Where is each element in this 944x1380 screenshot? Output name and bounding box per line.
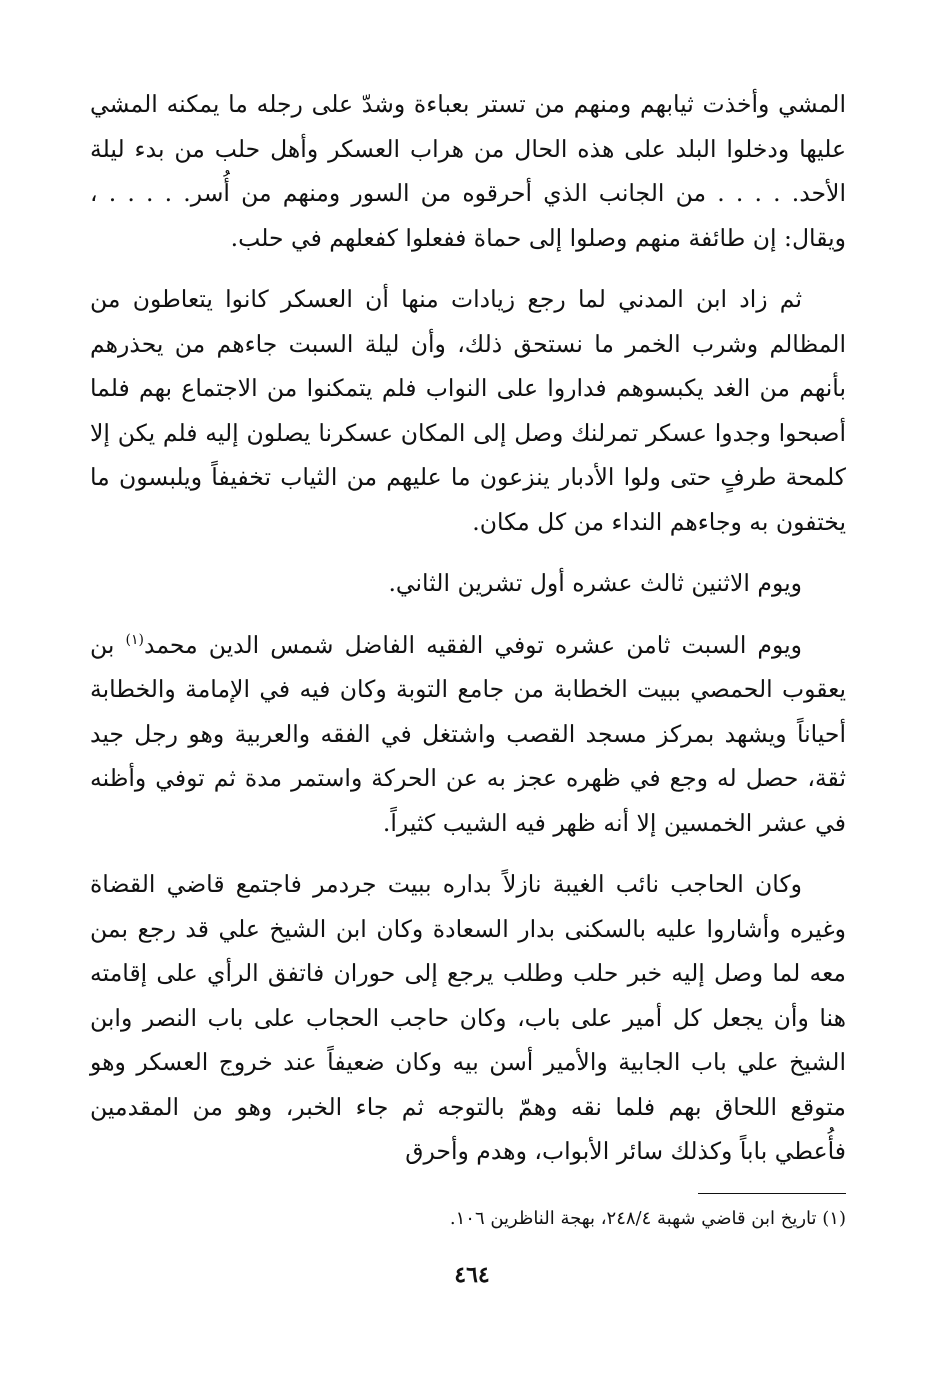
paragraph-4-text-after: بن يعقوب الحمصي ببيت الخطابة من جامع التوبة وكان فيه في الإمامة والخطابة أحياناً ويشهد بمركز مسجد القصب واشتغل في الفقه والعربية وهو رجل جيد ثقة، حصل له وجع في ظهره عجز به عن الحركة واستمر مدة ثم توفي وأظنه في عشر الخمسين إلا أنه ظهر فيه الشيب كثيراً. [90,630,846,837]
page-number: ٤٦٤ [454,1262,490,1288]
footnote: (١) تاريخ ابن قاضي شهبة ٢٤٨/٤، بهجة الناظرين ١٠٦. [449,1208,846,1229]
paragraph-1: المشي وأخذت ثيابهم ومنهم من تستر بعباءة وشدّ على رجله ما يمكنه المشي عليها ودخلوا البلد على هذه الحال من هراب العسكر وأهل حلب من بدء ليلة الأحد. . . . . من الجانب الذي أحرقوه من السور ومنهم من أُسر. . . . . ، ويقال: إن طائفة منهم وصلوا إلى حماة ففعلوا كفعلهم في حلب. [90,90,846,252]
footnote-divider [698,1193,846,1194]
paragraph-3: ويوم الاثنين ثالث عشره أول تشرين الثاني. [388,569,802,597]
footnote-marker: (١) [125,631,144,648]
paragraph-5: وكان الحاجب نائب الغيبة نازلاً بداره ببيت جردمر فاجتمع قاضي القضاة وغيره وأشاروا عليه بالسكنى بدار السعادة وكان ابن الشيخ علي قد رجع بمن معه لما وصل إليه خبر حلب وطلب يرجع إلى حوران فاتفق الرأي على إقامته هنا وأن يجعل كل أمير على باب، وكان حاجب الحجاب على باب النصر وابن الشيخ علي باب الجابية والأمير أسن بيه وكان ضعيفاً عند خروج العسكر وهو متوقع اللحاق بهم فلما نقه وهمّ بالتوجه ثم جاء الخبر، وهو من المقدمين فأُعطي باباً وكذلك سائر الأبواب، وهدم وأحرق [90,870,846,1165]
main-text [90,82,846,1191]
paragraph-4-text-before: ويوم السبت ثامن عشره توفي الفقيه الفاضل شمس الدين محمد [143,630,802,659]
paragraph-2: ثم زاد ابن المدني لما رجع زيادات منها أن العسكر كانوا يتعاطون من المظالم وشرب الخمر ما نستحق ذلك، وأن ليلة السبت جاءهم من يحذرهم بأنهم من الغد يكبسوهم فداروا على النواب فلم يتمكنوا من الاجتماع بهم فلما أصبحوا وجدوا عسكر تمرلنك وصل إلى المكان عسكرنا يصلون إليه فلم يكن إلا كلمحة طرفٍ حتى ولوا الأدبار ينزعون ما عليهم من الثياب تخفيفاً ويلبسون ما يختفون به وجاءهم النداء من كل مكان. [90,285,846,536]
paragraph-4 [90,623,846,846]
